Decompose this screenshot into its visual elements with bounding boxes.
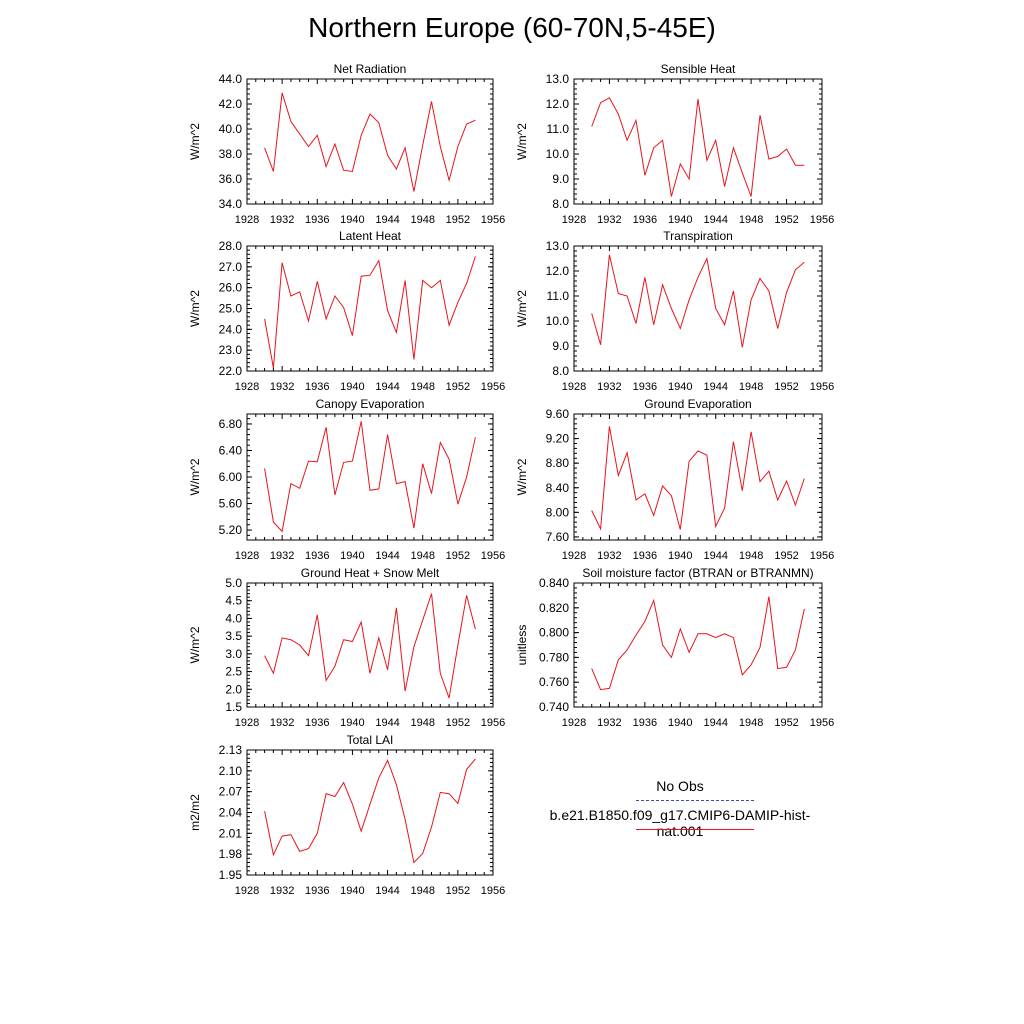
panel-transpiration <box>515 229 834 393</box>
plot-frame <box>574 583 822 707</box>
y-tick-label: 5.0 <box>225 576 242 590</box>
x-tick-label: 1952 <box>445 381 471 393</box>
x-tick-label: 1956 <box>809 550 835 562</box>
panel-title: Latent Heat <box>338 229 402 243</box>
y-tick-label: 0.800 <box>538 625 569 640</box>
x-tick-label: 1936 <box>305 717 330 729</box>
y-tick-label: 26.0 <box>218 280 242 295</box>
y-tick-label: 3.5 <box>225 629 242 644</box>
y-tick-label: 8.80 <box>545 456 569 471</box>
x-tick-label: 1956 <box>480 550 506 562</box>
y-tick-label: 40.0 <box>218 122 242 136</box>
x-tick-label: 1936 <box>305 885 330 897</box>
series-line <box>265 256 476 368</box>
panel-title: Sensible Heat <box>660 62 736 76</box>
x-tick-label: 1932 <box>597 381 622 393</box>
y-axis-label: W/m^2 <box>188 290 202 327</box>
y-tick-label: 2.07 <box>218 784 242 799</box>
x-tick-label: 1936 <box>305 550 330 562</box>
y-axis-label: W/m^2 <box>515 290 529 327</box>
series-line <box>592 98 805 197</box>
y-tick-label: 27.0 <box>218 259 242 274</box>
y-tick-label: 22.0 <box>218 364 242 378</box>
y-tick-label: 4.5 <box>225 593 242 608</box>
x-tick-label: 1932 <box>597 214 622 226</box>
y-tick-label: 13.0 <box>545 239 569 253</box>
x-tick-label: 1940 <box>668 717 693 729</box>
x-tick-label: 1948 <box>410 381 435 393</box>
y-tick-label: 2.0 <box>225 682 242 697</box>
x-tick-label: 1944 <box>375 550 400 562</box>
y-tick-label: 42.0 <box>218 97 242 111</box>
x-tick-label: 1948 <box>738 214 764 226</box>
y-tick-label: 2.04 <box>218 805 242 820</box>
y-tick-label: 12.0 <box>545 97 569 111</box>
x-tick-label: 1932 <box>269 885 295 897</box>
y-tick-label: 23.0 <box>218 343 242 358</box>
y-tick-label: 8.40 <box>545 480 569 495</box>
panel-total-lai <box>188 733 505 897</box>
x-tick-label: 1952 <box>445 717 471 729</box>
panel-ground-evaporation <box>515 397 834 562</box>
y-tick-label: 1.98 <box>218 847 242 862</box>
y-tick-label: 0.740 <box>538 700 569 714</box>
x-tick-label: 1944 <box>375 885 400 897</box>
series-line <box>265 759 476 863</box>
x-tick-label: 1940 <box>340 550 365 562</box>
y-axis-label: W/m^2 <box>188 458 202 496</box>
x-tick-label: 1952 <box>774 214 799 226</box>
figure-title: Northern Europe (60-70N,5-45E) <box>308 12 716 43</box>
x-tick-label: 1948 <box>738 550 764 562</box>
x-tick-label: 1936 <box>632 717 658 729</box>
x-tick-label: 1952 <box>445 550 471 562</box>
x-tick-label: 1948 <box>410 885 435 897</box>
x-tick-label: 1944 <box>703 550 728 562</box>
x-tick-label: 1944 <box>375 717 400 729</box>
y-tick-label: 44.0 <box>218 72 242 86</box>
y-tick-label: 10.0 <box>545 147 569 161</box>
x-tick-label: 1936 <box>632 381 658 393</box>
y-tick-label: 7.60 <box>545 529 569 544</box>
panel-title: Canopy Evaporation <box>315 397 425 411</box>
series-line <box>265 93 476 192</box>
y-tick-label: 8.0 <box>552 364 569 378</box>
y-tick-label: 8.00 <box>545 505 569 520</box>
x-tick-label: 1932 <box>269 214 295 226</box>
x-tick-label: 1928 <box>234 717 260 729</box>
plot-frame <box>574 79 822 204</box>
x-tick-label: 1940 <box>668 550 693 562</box>
x-tick-label: 1948 <box>410 717 435 729</box>
y-tick-label: 25.0 <box>218 301 242 316</box>
x-tick-label: 1948 <box>738 381 764 393</box>
x-tick-label: 1940 <box>340 214 365 226</box>
x-tick-label: 1928 <box>234 381 260 393</box>
y-tick-label: 10.0 <box>545 314 569 328</box>
panel-title: Total LAI <box>346 733 394 747</box>
x-tick-label: 1956 <box>809 214 835 226</box>
x-tick-label: 1956 <box>480 381 506 393</box>
y-axis-label: unitless <box>515 624 529 666</box>
x-tick-label: 1944 <box>703 381 728 393</box>
panel-title: Ground Heat + Snow Melt <box>300 566 440 580</box>
x-tick-label: 1956 <box>480 885 506 897</box>
panel-latent-heat <box>188 229 505 393</box>
y-tick-label: 2.10 <box>218 763 242 778</box>
x-tick-label: 1928 <box>234 885 260 897</box>
y-tick-label: 0.820 <box>538 600 569 615</box>
y-axis-label: W/m^2 <box>515 123 529 160</box>
y-tick-label: 9.60 <box>545 407 569 421</box>
x-tick-label: 1948 <box>410 214 435 226</box>
y-axis-label: m2/m2 <box>188 794 202 831</box>
y-tick-label: 1.5 <box>225 700 242 714</box>
panel-soil-moisture-factor-btran-or-btranmn <box>515 566 834 729</box>
plot-frame <box>247 583 493 707</box>
x-tick-label: 1936 <box>305 381 330 393</box>
panel-title: Ground Evaporation <box>644 397 752 411</box>
y-tick-label: 2.01 <box>218 826 242 841</box>
panel-sensible-heat <box>515 62 834 226</box>
y-tick-label: 13.0 <box>545 72 569 86</box>
panel-title: Soil moisture factor (BTRAN or BTRANMN) <box>582 566 814 580</box>
legend-obs-label: No Obs <box>656 778 704 794</box>
x-tick-label: 1932 <box>597 717 622 729</box>
y-tick-label: 12.0 <box>545 264 569 278</box>
x-tick-label: 1952 <box>774 717 799 729</box>
y-tick-label: 34.0 <box>218 197 242 211</box>
x-tick-label: 1928 <box>561 717 587 729</box>
plot-frame <box>247 246 493 371</box>
y-axis-label: W/m^2 <box>188 626 202 664</box>
x-tick-label: 1936 <box>305 214 330 226</box>
x-tick-label: 1928 <box>561 381 587 393</box>
y-axis-label: W/m^2 <box>188 123 202 160</box>
y-tick-label: 9.0 <box>552 339 569 353</box>
x-tick-label: 1932 <box>597 550 622 562</box>
panel-title: Transpiration <box>663 229 733 243</box>
x-tick-label: 1932 <box>269 717 295 729</box>
y-tick-label: 28.0 <box>218 239 242 253</box>
plot-frame <box>247 750 493 875</box>
x-tick-label: 1948 <box>738 717 764 729</box>
legend <box>530 778 830 838</box>
x-tick-label: 1944 <box>375 214 400 226</box>
y-tick-label: 6.40 <box>218 443 242 458</box>
legend-model-label: b.e21.B1850.f09_g17.CMIP6-DAMIP-hist-nat.001 <box>549 807 811 839</box>
x-tick-label: 1940 <box>340 381 365 393</box>
y-tick-label: 0.840 <box>538 576 569 590</box>
legend-obs-line <box>636 800 754 801</box>
series-line <box>265 594 476 699</box>
x-tick-label: 1956 <box>480 717 506 729</box>
x-tick-label: 1952 <box>445 885 471 897</box>
series-line <box>592 426 805 529</box>
x-tick-label: 1952 <box>774 381 799 393</box>
x-tick-label: 1952 <box>774 550 799 562</box>
x-tick-label: 1928 <box>234 214 260 226</box>
x-tick-label: 1940 <box>668 214 693 226</box>
x-tick-label: 1940 <box>340 717 365 729</box>
y-tick-label: 36.0 <box>218 172 242 186</box>
panel-title: Net Radiation <box>333 62 407 76</box>
x-tick-label: 1932 <box>269 550 295 562</box>
plot-frame <box>574 414 822 540</box>
x-tick-label: 1956 <box>809 717 835 729</box>
x-tick-label: 1944 <box>375 381 400 393</box>
y-tick-label: 5.60 <box>218 496 242 511</box>
x-tick-label: 1932 <box>269 381 295 393</box>
panel-net-radiation <box>188 62 505 226</box>
panel-canopy-evaporation <box>188 397 505 562</box>
y-tick-label: 9.0 <box>552 172 569 186</box>
y-tick-label: 2.5 <box>225 664 242 679</box>
y-tick-label: 0.780 <box>538 650 569 665</box>
x-tick-label: 1936 <box>632 214 658 226</box>
y-tick-label: 24.0 <box>218 322 242 337</box>
x-tick-label: 1928 <box>561 550 587 562</box>
y-tick-label: 1.95 <box>218 868 242 882</box>
panel-ground-heat-snow-melt <box>188 566 505 729</box>
y-tick-label: 9.20 <box>545 431 569 446</box>
y-tick-label: 4.0 <box>225 611 242 626</box>
y-tick-label: 2.13 <box>218 743 242 757</box>
x-tick-label: 1940 <box>668 381 693 393</box>
y-tick-label: 5.20 <box>218 523 242 538</box>
series-line <box>592 597 805 690</box>
y-tick-label: 6.80 <box>218 416 242 431</box>
y-tick-label: 38.0 <box>218 147 242 161</box>
y-axis-label: W/m^2 <box>515 458 529 496</box>
x-tick-label: 1928 <box>234 550 260 562</box>
y-tick-label: 11.0 <box>546 289 569 303</box>
y-tick-label: 11.0 <box>546 122 569 136</box>
y-tick-label: 3.0 <box>225 646 242 661</box>
x-tick-label: 1956 <box>809 381 835 393</box>
legend-model-line <box>636 829 754 830</box>
x-tick-label: 1952 <box>445 214 471 226</box>
series-line <box>592 255 805 347</box>
y-tick-label: 0.760 <box>538 675 569 690</box>
x-tick-label: 1940 <box>340 885 365 897</box>
x-tick-label: 1956 <box>480 214 506 226</box>
x-tick-label: 1948 <box>410 550 435 562</box>
x-tick-label: 1944 <box>703 717 728 729</box>
series-line <box>265 421 476 531</box>
x-tick-label: 1936 <box>632 550 658 562</box>
y-tick-label: 8.0 <box>552 197 569 211</box>
x-tick-label: 1928 <box>561 214 587 226</box>
x-tick-label: 1944 <box>703 214 728 226</box>
y-tick-label: 6.00 <box>218 470 242 484</box>
